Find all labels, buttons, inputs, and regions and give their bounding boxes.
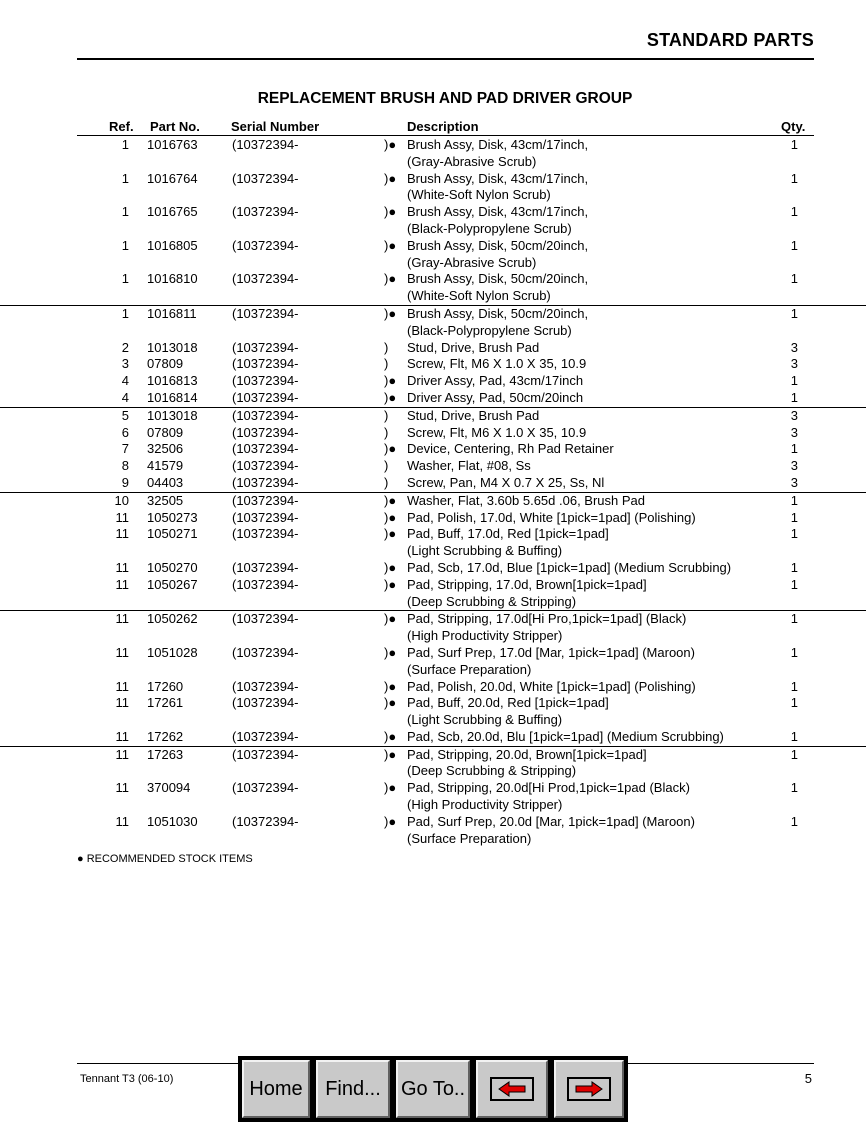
part-number-cell: 32506 — [147, 441, 184, 457]
qty-cell: 1 — [790, 746, 798, 762]
description-line: Stud, Drive, Brush Pad — [407, 407, 540, 423]
table-row — [0, 577, 866, 611]
serial-number-cell: (10372394- — [232, 746, 299, 762]
description-line-2: (High Productivity Stripper) — [407, 628, 563, 644]
serial-number-cell: (10372394- — [232, 559, 299, 575]
col-part-header: Part No. — [150, 119, 200, 134]
serial-end-marker: )● — [384, 559, 397, 575]
section-title: REPLACEMENT BRUSH AND PAD DRIVER GROUP — [257, 90, 633, 107]
part-number-cell: 1016810 — [147, 271, 198, 287]
part-number-cell: 1050270 — [147, 559, 198, 575]
col-serial-header: Serial Number — [231, 119, 320, 134]
serial-number-cell: (10372394- — [232, 526, 299, 542]
page-number: 5 — [804, 1071, 812, 1086]
qty-cell: 1 — [790, 305, 798, 321]
home-button[interactable]: Home — [242, 1060, 310, 1118]
serial-end-marker: )● — [384, 492, 397, 508]
description-line-2: (White-Soft Nylon Scrub) — [407, 288, 551, 304]
serial-number-cell: (10372394- — [232, 492, 299, 508]
ref-cell: 1 — [121, 204, 129, 220]
table-row — [0, 458, 866, 475]
table-row — [0, 356, 866, 373]
description-line-2: (Gray-Abrasive Scrub) — [407, 153, 537, 169]
serial-number-cell: (10372394- — [232, 137, 299, 152]
qty-cell: 3 — [790, 356, 798, 372]
table-row — [0, 814, 866, 848]
qty-cell: 3 — [790, 339, 798, 355]
description-cell — [407, 204, 588, 238]
part-number-cell: 1016765 — [147, 204, 198, 220]
description-cell — [407, 560, 731, 577]
ref-cell: 6 — [121, 424, 129, 440]
ref-cell: 11 — [115, 813, 129, 829]
ref-cell: 2 — [121, 339, 129, 355]
serial-end-marker: )● — [384, 441, 397, 457]
description-line: Pad, Buff, 20.0d, Red [1pick=1pad] — [407, 695, 609, 711]
ref-cell: 4 — [121, 389, 129, 405]
part-number-cell: 07809 — [147, 356, 184, 372]
table-row — [0, 695, 866, 729]
ref-cell: 11 — [115, 611, 129, 627]
serial-end-marker: )● — [384, 509, 397, 525]
ref-cell: 1 — [121, 271, 129, 287]
table-row — [0, 137, 866, 171]
description-line: Pad, Polish, 17.0d, White [1pick=1pad] (Polishing) — [407, 509, 696, 525]
description-cell — [407, 390, 583, 407]
table-row — [0, 305, 866, 340]
table-row — [0, 526, 866, 560]
description-line: Pad, Buff, 17.0d, Red [1pick=1pad] — [407, 526, 609, 542]
serial-end-marker: )● — [384, 137, 397, 152]
description-line: Brush Assy, Disk, 50cm/20inch, — [407, 237, 589, 253]
serial-number-cell: (10372394- — [232, 813, 299, 829]
ref-cell: 11 — [115, 678, 129, 694]
ref-cell: 1 — [121, 170, 129, 186]
description-line-2: (Light Scrubbing & Buffing) — [407, 543, 563, 559]
table-row — [0, 441, 866, 458]
part-number-cell: 1016813 — [147, 373, 198, 389]
serial-number-cell: (10372394- — [232, 678, 299, 694]
ref-cell: 3 — [121, 356, 129, 372]
part-number-cell: 1050271 — [147, 526, 198, 542]
table-row — [0, 560, 866, 577]
serial-end-marker: )● — [384, 271, 397, 287]
serial-number-cell: (10372394- — [232, 509, 299, 525]
qty-cell: 1 — [790, 678, 798, 694]
serial-number-cell: (10372394- — [232, 389, 299, 405]
description-cell — [407, 510, 696, 527]
description-line-2: (High Productivity Stripper) — [407, 797, 563, 813]
left-arrow-icon — [490, 1077, 534, 1101]
part-number-cell: 1016811 — [147, 305, 197, 321]
description-line: Screw, Pan, M4 X 0.7 X 25, Ss, Nl — [407, 474, 605, 490]
qty-cell: 1 — [790, 780, 798, 796]
description-cell — [407, 729, 724, 746]
description-line: Pad, Scb, 20.0d, Blu [1pick=1pad] (Medium Scrubbing) — [407, 728, 724, 744]
description-line: Pad, Stripping, 17.0d, Brown[1pick=1pad] — [407, 576, 647, 592]
col-description-header: Description — [407, 119, 479, 134]
description-cell — [407, 425, 586, 442]
description-cell — [407, 475, 604, 492]
part-number-cell: 17263 — [147, 746, 184, 762]
part-number-cell: 370094 — [147, 780, 191, 796]
qty-cell: 1 — [790, 237, 798, 253]
table-row — [0, 407, 866, 425]
serial-number-cell: (10372394- — [232, 237, 299, 253]
table-row — [0, 425, 866, 442]
qty-cell: 1 — [790, 137, 798, 152]
ref-cell: 11 — [115, 576, 129, 592]
ref-cell: 11 — [115, 526, 129, 542]
serial-end-marker: )● — [384, 526, 397, 542]
serial-end-marker: )● — [384, 373, 397, 389]
table-row — [0, 645, 866, 679]
description-line-2: (Surface Preparation) — [407, 830, 532, 846]
part-number-cell: 1016814 — [147, 389, 198, 405]
serial-number-cell: (10372394- — [232, 271, 299, 287]
description-line-2: (Gray-Abrasive Scrub) — [407, 254, 537, 270]
description-line: Washer, Flat, 3.60b 5.65d .06, Brush Pad — [407, 492, 645, 508]
ref-cell: 5 — [121, 407, 129, 423]
qty-cell: 1 — [790, 611, 798, 627]
qty-cell: 1 — [790, 526, 798, 542]
description-line: Pad, Surf Prep, 20.0d [Mar, 1pick=1pad] (Maroon) — [407, 813, 695, 829]
table-row — [0, 271, 866, 305]
serial-number-cell: (10372394- — [232, 644, 299, 660]
serial-number-cell: (10372394- — [232, 170, 299, 186]
part-number-cell: 1051030 — [147, 813, 198, 829]
qty-cell: 1 — [790, 728, 798, 744]
ref-cell: 11 — [115, 695, 129, 711]
description-line: Pad, Stripping, 20.0d, Brown[1pick=1pad] — [407, 746, 647, 762]
part-number-cell: 17262 — [147, 728, 184, 744]
qty-cell: 1 — [790, 492, 798, 508]
qty-cell: 1 — [790, 441, 798, 457]
description-line-2: (Surface Preparation) — [407, 661, 532, 677]
qty-cell: 1 — [790, 559, 798, 575]
description-line-2: (Black-Polypropylene Scrub) — [407, 220, 572, 236]
qty-cell: 1 — [790, 813, 798, 829]
description-line: Pad, Stripping, 20.0d[Hi Prod,1pick=1pad (Black) — [407, 780, 690, 796]
description-line: Driver Assy, Pad, 43cm/17inch — [407, 373, 584, 389]
serial-number-cell: (10372394- — [232, 695, 299, 711]
description-cell — [407, 526, 609, 560]
part-number-cell: 1016805 — [147, 237, 198, 253]
table-row — [0, 373, 866, 390]
parts-table — [0, 137, 866, 847]
description-cell — [407, 458, 531, 475]
table-row — [0, 610, 866, 645]
serial-end-marker: ) — [384, 424, 389, 440]
footnote-recommended-stock: ● RECOMMENDED STOCK ITEMS — [77, 853, 253, 865]
serial-end-marker: ) — [384, 407, 389, 423]
description-line: Pad, Scb, 17.0d, Blue [1pick=1pad] (Medium Scrubbing) — [407, 559, 732, 575]
qty-cell: 1 — [790, 644, 798, 660]
ref-cell: 10 — [114, 492, 129, 508]
description-cell — [407, 408, 539, 425]
qty-cell: 3 — [790, 458, 798, 474]
right-arrow-icon — [567, 1077, 611, 1101]
qty-cell: 1 — [790, 373, 798, 389]
description-line: Brush Assy, Disk, 50cm/20inch, — [407, 271, 589, 287]
description-line: Device, Centering, Rh Pad Retainer — [407, 441, 614, 457]
next-page-button[interactable] — [554, 1060, 624, 1118]
ref-cell: 1 — [121, 137, 129, 152]
table-row — [0, 679, 866, 696]
table-row — [0, 340, 866, 357]
description-cell — [407, 271, 588, 305]
description-cell — [407, 340, 539, 357]
part-number-cell: 1013018 — [147, 339, 198, 355]
serial-end-marker: )● — [384, 389, 397, 405]
description-cell — [407, 238, 588, 272]
ref-cell: 11 — [115, 780, 129, 796]
ref-cell: 11 — [115, 728, 129, 744]
description-cell — [407, 695, 609, 729]
description-cell — [407, 679, 696, 696]
serial-number-cell: (10372394- — [232, 356, 299, 372]
description-line: Stud, Drive, Brush Pad — [407, 339, 540, 355]
description-cell — [407, 577, 647, 611]
description-line-2: (Deep Scrubbing & Stripping) — [407, 763, 577, 779]
serial-number-cell: (10372394- — [232, 576, 299, 592]
table-row — [0, 171, 866, 205]
serial-end-marker: )● — [384, 170, 397, 186]
qty-cell: 1 — [790, 170, 798, 186]
ref-cell: 8 — [121, 458, 129, 474]
ref-cell: 9 — [121, 474, 129, 490]
qty-cell: 1 — [790, 576, 798, 592]
qty-cell: 3 — [790, 474, 798, 490]
part-number-cell: 1050273 — [147, 509, 198, 525]
page-header-title: STANDARD PARTS — [646, 30, 814, 50]
serial-end-marker: )● — [384, 728, 397, 744]
find-button[interactable]: Find... — [316, 1060, 390, 1118]
serial-number-cell: (10372394- — [232, 204, 299, 220]
table-row — [0, 204, 866, 238]
description-line-2: (Light Scrubbing & Buffing) — [407, 712, 563, 728]
header-rule — [77, 58, 814, 60]
serial-number-cell: (10372394- — [232, 728, 299, 744]
serial-end-marker: )● — [384, 813, 397, 829]
table-row — [0, 492, 866, 510]
serial-number-cell: (10372394- — [232, 424, 299, 440]
part-number-cell: 1050267 — [147, 576, 198, 592]
serial-number-cell: (10372394- — [232, 373, 299, 389]
table-row — [0, 390, 866, 407]
serial-number-cell: (10372394- — [232, 441, 299, 457]
serial-end-marker: )● — [384, 780, 397, 796]
serial-end-marker: )● — [384, 644, 397, 660]
description-cell — [407, 780, 690, 814]
ref-cell: 11 — [115, 559, 129, 575]
part-number-cell: 04403 — [147, 474, 184, 490]
ref-cell: 1 — [121, 237, 129, 253]
col-ref-header: Ref. — [109, 119, 134, 134]
ref-cell: 11 — [115, 644, 129, 660]
description-line: Screw, Flt, M6 X 1.0 X 35, 10.9 — [407, 356, 587, 372]
qty-cell: 1 — [790, 695, 798, 711]
ref-cell: 11 — [115, 746, 129, 762]
serial-number-cell: (10372394- — [232, 611, 299, 627]
qty-cell: 1 — [790, 509, 798, 525]
table-row — [0, 238, 866, 272]
serial-number-cell: (10372394- — [232, 407, 299, 423]
description-cell — [407, 814, 695, 848]
description-cell — [407, 611, 686, 645]
col-qty-header: Qty. — [781, 119, 806, 134]
column-header-rule — [77, 135, 814, 136]
serial-number-cell: (10372394- — [232, 458, 299, 474]
description-line: Brush Assy, Disk, 43cm/17inch, — [407, 170, 589, 186]
serial-end-marker: )● — [384, 305, 397, 321]
qty-cell: 3 — [790, 407, 798, 423]
description-line-2: (Black-Polypropylene Scrub) — [407, 322, 572, 338]
ref-cell: 11 — [115, 509, 129, 525]
qty-cell: 1 — [790, 204, 798, 220]
serial-number-cell: (10372394- — [232, 474, 299, 490]
qty-cell: 3 — [790, 424, 798, 440]
description-line: Driver Assy, Pad, 50cm/20inch — [407, 389, 584, 405]
part-number-cell: 17261 — [147, 695, 184, 711]
qty-cell: 1 — [790, 389, 798, 405]
description-cell — [407, 441, 614, 458]
part-number-cell: 07809 — [147, 424, 184, 440]
ref-cell: 4 — [121, 373, 129, 389]
part-number-cell: 32505 — [147, 492, 184, 508]
description-line-2: (Deep Scrubbing & Stripping) — [407, 593, 577, 609]
description-cell — [407, 493, 645, 510]
serial-end-marker: )● — [384, 695, 397, 711]
description-cell — [407, 747, 647, 781]
table-row — [0, 729, 866, 746]
description-line: Screw, Flt, M6 X 1.0 X 35, 10.9 — [407, 424, 587, 440]
qty-cell: 1 — [790, 271, 798, 287]
serial-end-marker: ) — [384, 356, 389, 372]
part-number-cell: 17260 — [147, 678, 184, 694]
serial-end-marker: ) — [384, 474, 389, 490]
column-headers — [0, 119, 866, 135]
table-row — [0, 475, 866, 492]
goto-button[interactable]: Go To.. — [396, 1060, 470, 1118]
ref-cell: 7 — [121, 441, 129, 457]
part-number-cell: 41579 — [147, 458, 184, 474]
table-row — [0, 780, 866, 814]
description-line-2: (White-Soft Nylon Scrub) — [407, 187, 551, 203]
serial-end-marker: )● — [384, 237, 397, 253]
serial-end-marker: )● — [384, 204, 397, 220]
description-cell — [407, 137, 588, 171]
table-row — [0, 746, 866, 781]
description-cell — [407, 373, 583, 390]
footer-doc-id: Tennant T3 (06-10) — [80, 1073, 174, 1085]
description-line: Brush Assy, Disk, 43cm/17inch, — [407, 137, 589, 152]
description-line: Pad, Polish, 20.0d, White [1pick=1pad] (Polishing) — [407, 678, 696, 694]
serial-number-cell: (10372394- — [232, 339, 299, 355]
table-row — [0, 510, 866, 527]
navigation-bar — [238, 1056, 628, 1122]
serial-end-marker: ) — [384, 458, 389, 474]
part-number-cell: 1016763 — [147, 137, 198, 152]
description-cell — [407, 645, 695, 679]
description-line: Brush Assy, Disk, 43cm/17inch, — [407, 204, 589, 220]
serial-end-marker: )● — [384, 746, 397, 762]
serial-end-marker: ) — [384, 339, 389, 355]
part-number-cell: 1013018 — [147, 407, 198, 423]
description-cell — [407, 356, 586, 373]
ref-cell: 1 — [121, 305, 129, 321]
description-line: Pad, Surf Prep, 17.0d [Mar, 1pick=1pad] (Maroon) — [407, 644, 695, 660]
description-line: Washer, Flat, #08, Ss — [407, 458, 531, 474]
description-cell — [407, 171, 588, 205]
part-number-cell: 1016764 — [147, 170, 198, 186]
serial-end-marker: )● — [384, 678, 397, 694]
description-line: Brush Assy, Disk, 50cm/20inch, — [407, 305, 589, 321]
serial-end-marker: )● — [384, 611, 397, 627]
part-number-cell: 1051028 — [147, 644, 198, 660]
part-number-cell: 1050262 — [147, 611, 198, 627]
description-cell — [407, 306, 588, 340]
previous-page-button[interactable] — [476, 1060, 548, 1118]
description-line: Pad, Stripping, 17.0d[Hi Pro,1pick=1pad] (Black) — [407, 611, 687, 627]
serial-number-cell: (10372394- — [232, 305, 299, 321]
serial-end-marker: )● — [384, 576, 397, 592]
serial-number-cell: (10372394- — [232, 780, 299, 796]
